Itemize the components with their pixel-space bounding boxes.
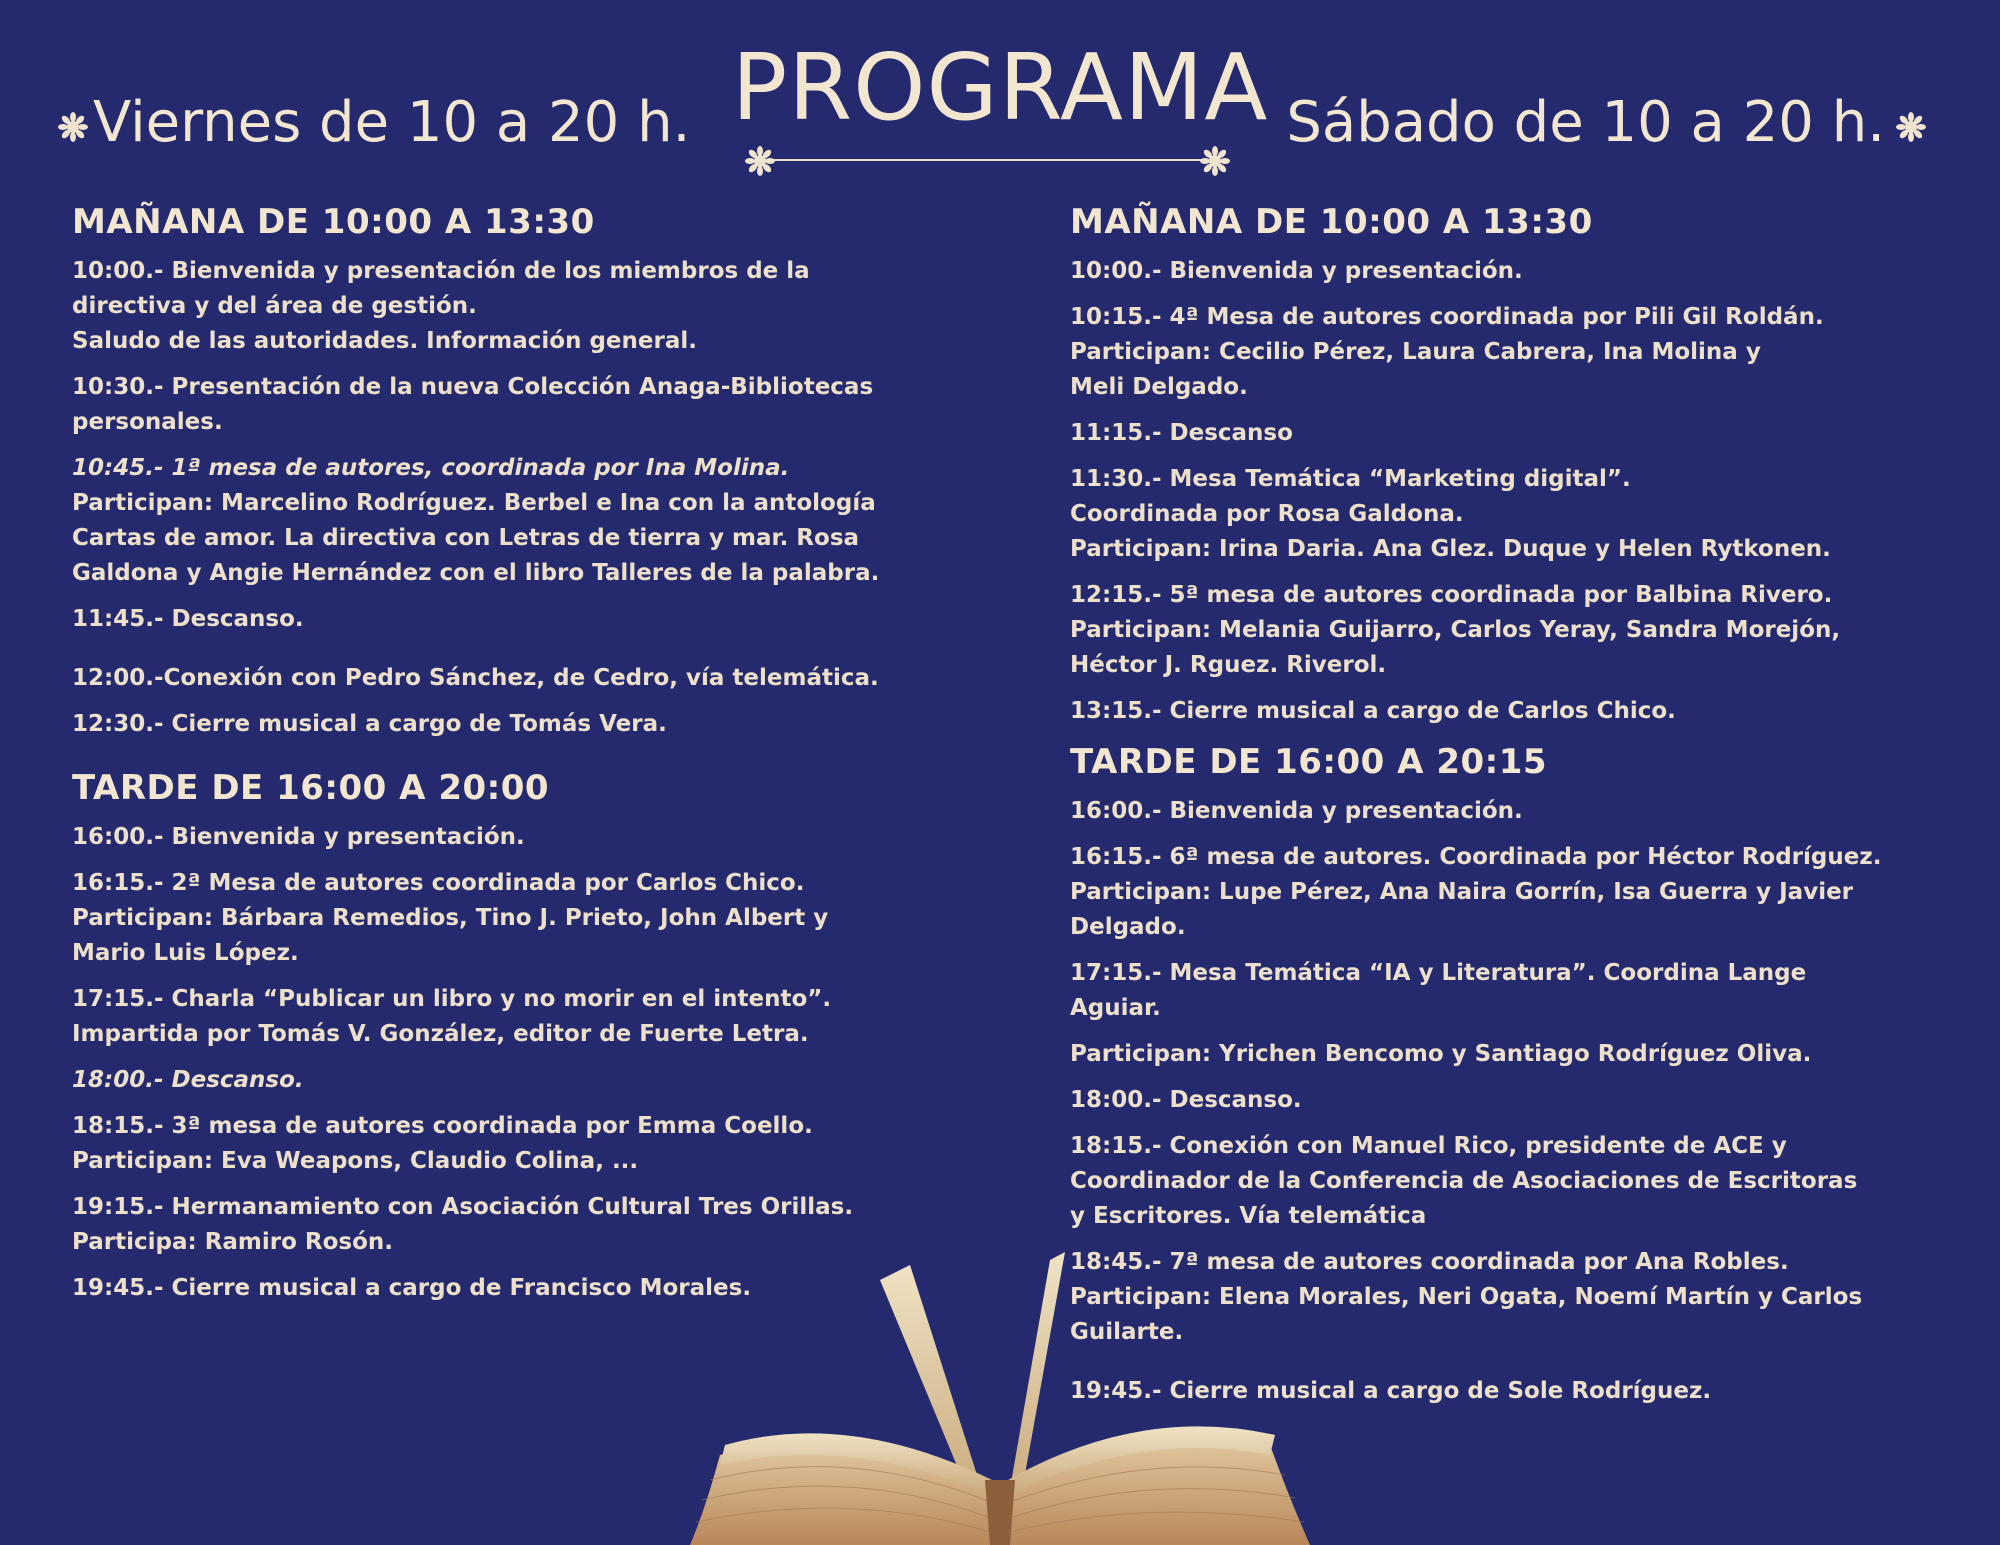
item-line: 10:00.- Bienvenida y presentación de los miembros de la	[72, 258, 810, 285]
schedule-item	[1070, 462, 1970, 567]
open-book-illustration	[680, 1240, 1320, 1545]
item-line: 10:00.- Bienvenida y presentación.	[1070, 258, 1523, 285]
item-line: Mario Luis López.	[72, 940, 299, 967]
item-line: Participa: Ramiro Rosón.	[72, 1229, 394, 1256]
day-heading-friday: Viernes de 10 a 20 h.	[93, 90, 691, 155]
item-line: 17:15.- Charla “Publicar un libro y no morir en el intento”.	[72, 986, 832, 1013]
item-line: 12:00.-Conexión con Pedro Sánchez, de Cedro, vía telemática.	[72, 665, 879, 692]
item-line: 13:15.- Cierre musical a cargo de Carlos Chico.	[1070, 698, 1676, 725]
item-line: 17:15.- Mesa Temática “IA y Literatura”. Coordina Lange	[1070, 960, 1807, 987]
item-line: Guilarte.	[1070, 1319, 1184, 1346]
schedule-item	[72, 1109, 972, 1179]
schedule-item	[1070, 794, 1970, 829]
item-line: 16:00.- Bienvenida y presentación.	[1070, 798, 1523, 825]
item-line: 18:00.- Descanso.	[72, 1067, 304, 1094]
item-line: 10:30.- Presentación de la nueva Colección Anaga-Bibliotecas	[72, 374, 874, 401]
item-line: Galdona y Angie Hernández con el libro Talleres de la palabra.	[72, 560, 880, 587]
item-line: Participan: Irina Daria. Ana Glez. Duque y Helen Rytkonen.	[1070, 536, 1831, 563]
item-line: Participan: Marcelino Rodríguez. Berbel e Ina con la antología	[72, 490, 876, 517]
section-heading-afternoon: TARDE DE 16:00 A 20:15	[1070, 742, 1548, 783]
item-line: 12:15.- 5ª mesa de autores coordinada por Balbina Rivero.	[1070, 582, 1833, 609]
schedule-item	[72, 820, 972, 855]
item-line: Participan: Eva Weapons, Claudio Colina, ...	[72, 1148, 639, 1175]
item-line: Héctor J. Rguez. Riverol.	[1070, 652, 1387, 679]
item-line: Participan: Cecilio Pérez, Laura Cabrera, Ina Molina y	[1070, 339, 1761, 366]
item-line: 16:00.- Bienvenida y presentación.	[72, 824, 525, 851]
schedule-item	[72, 707, 972, 742]
item-line: personales.	[72, 409, 223, 436]
item-line: 19:15.- Hermanamiento con Asociación Cultural Tres Orillas.	[72, 1194, 854, 1221]
item-line: 18:15.- Conexión con Manuel Rico, presidente de ACE y	[1070, 1133, 1787, 1160]
section-heading-morning: MAÑANA DE 10:00 A 13:30	[72, 202, 595, 242]
item-line: 11:45.- Descanso.	[72, 606, 304, 633]
item-line: Delgado.	[1070, 914, 1186, 941]
item-line: 12:30.- Cierre musical a cargo de Tomás Vera.	[72, 711, 667, 738]
schedule-item	[1070, 1037, 1970, 1072]
schedule-item	[1070, 300, 1970, 405]
schedule-item	[1070, 254, 1970, 289]
schedule-item	[1070, 578, 1970, 683]
item-line: Participan: Melania Guijarro, Carlos Yeray, Sandra Morejón,	[1070, 617, 1841, 644]
item-line: 18:45.- 7ª mesa de autores coordinada por Ana Robles.	[1070, 1249, 1789, 1276]
item-line: 18:15.- 3ª mesa de autores coordinada por Emma Coello.	[72, 1113, 813, 1140]
schedule-item	[72, 661, 972, 696]
item-line: Impartida por Tomás V. González, editor de Fuerte Letra.	[72, 1021, 809, 1048]
item-line: 19:45.- Cierre musical a cargo de Sole Rodríguez.	[1070, 1378, 1712, 1405]
item-line: Cartas de amor. La directiva con Letras de tierra y mar. Rosa	[72, 525, 860, 552]
item-line: Aguiar.	[1070, 995, 1161, 1022]
item-line: y Escritores. Vía telemática	[1070, 1203, 1427, 1230]
item-line: Coordinador de la Conferencia de Asociaciones de Escritoras	[1070, 1168, 1858, 1195]
schedule-item	[1070, 416, 1970, 451]
page-title: PROGRAMA	[731, 34, 1269, 141]
item-line: 10:45.- 1ª mesa de autores, coordinada por Ina Molina.	[72, 455, 790, 482]
item-line: 11:30.- Mesa Temática “Marketing digital”.	[1070, 466, 1631, 493]
friday-column	[72, 200, 972, 1317]
item-line: Participan: Lupe Pérez, Ana Naira Gorrín, Isa Guerra y Javier	[1070, 879, 1854, 906]
item-line: 16:15.- 6ª mesa de autores. Coordinada por Héctor Rodríguez.	[1070, 844, 1882, 871]
flower-icon	[58, 112, 88, 142]
schedule-item	[1070, 1083, 1970, 1118]
item-line: 19:45.- Cierre musical a cargo de Francisco Morales.	[72, 1275, 752, 1302]
title-divider	[755, 159, 1215, 161]
schedule-item	[72, 866, 972, 971]
item-line: directiva y del área de gestión.	[72, 293, 477, 320]
item-line: Participan: Yrichen Bencomo y Santiago Rodríguez Oliva.	[1070, 1041, 1812, 1068]
item-line: Coordinada por Rosa Galdona.	[1070, 501, 1464, 528]
item-line: 10:15.- 4ª Mesa de autores coordinada por Pili Gil Roldán.	[1070, 304, 1824, 331]
flower-icon	[1896, 112, 1926, 142]
item-line: Meli Delgado.	[1070, 374, 1248, 401]
item-line: 11:15.- Descanso	[1070, 420, 1293, 447]
item-line: 16:15.- 2ª Mesa de autores coordinada por Carlos Chico.	[72, 870, 805, 897]
schedule-item	[72, 451, 972, 591]
item-line: Participan: Elena Morales, Neri Ogata, Noemí Martín y Carlos	[1070, 1284, 1863, 1311]
saturday-column	[1070, 200, 1970, 1420]
schedule-item	[72, 602, 972, 637]
section-heading-morning: MAÑANA DE 10:00 A 13:30	[1070, 202, 1593, 242]
schedule-item	[1070, 956, 1970, 1026]
schedule-item	[72, 254, 972, 359]
schedule-item	[72, 370, 972, 440]
item-line: 18:00.- Descanso.	[1070, 1087, 1302, 1114]
flower-icon	[1200, 146, 1230, 176]
day-heading-saturday: Sábado de 10 a 20 h.	[1286, 90, 1885, 155]
schedule-item	[72, 1063, 972, 1098]
schedule-item	[1070, 840, 1970, 945]
flower-icon	[745, 146, 775, 176]
schedule-item	[1070, 1129, 1970, 1234]
item-line: Saludo de las autoridades. Información general.	[72, 328, 697, 355]
schedule-item	[1070, 694, 1970, 729]
section-heading-afternoon: TARDE DE 16:00 A 20:00	[72, 768, 550, 809]
schedule-item	[72, 982, 972, 1052]
item-line: Participan: Bárbara Remedios, Tino J. Prieto, John Albert y	[72, 905, 829, 932]
